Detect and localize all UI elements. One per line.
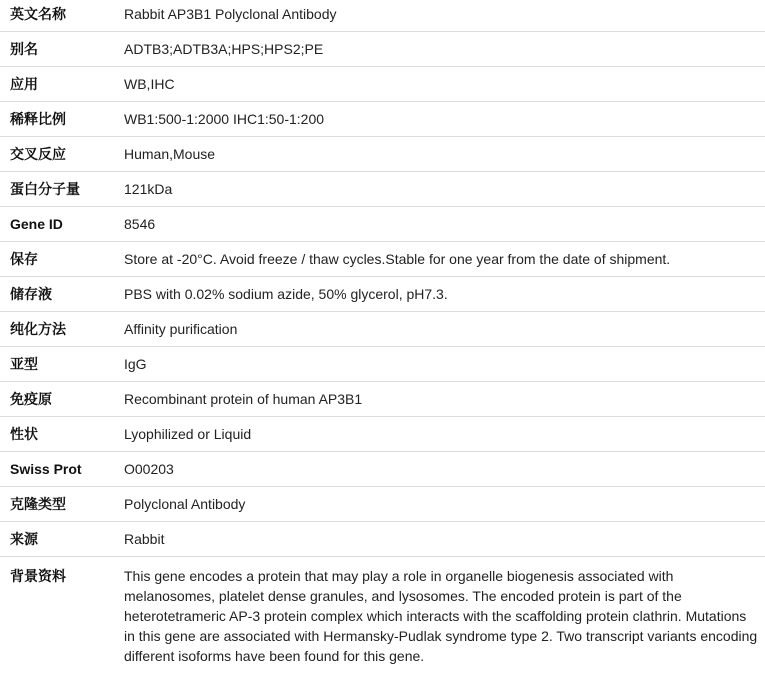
spec-row bbox=[0, 207, 765, 242]
spec-value: WB1:500-1:2000 IHC1:50-1:200 bbox=[124, 102, 765, 137]
spec-value: Affinity purification bbox=[124, 312, 765, 347]
spec-label: 稀释比例 bbox=[0, 102, 124, 137]
spec-label: 来源 bbox=[0, 522, 124, 557]
spec-value: IgG bbox=[124, 347, 765, 382]
spec-label: 保存 bbox=[0, 242, 124, 277]
background-label: 背景资料 bbox=[10, 568, 66, 584]
spec-label: 英文名称 bbox=[0, 0, 124, 32]
spec-row bbox=[0, 312, 765, 347]
spec-value: Polyclonal Antibody bbox=[124, 487, 765, 522]
spec-value: Recombinant protein of human AP3B1 bbox=[124, 382, 765, 417]
spec-label: 交叉反应 bbox=[0, 137, 124, 172]
spec-value: Human,Mouse bbox=[124, 137, 765, 172]
spec-row bbox=[0, 452, 765, 487]
spec-row bbox=[0, 137, 765, 172]
spec-row bbox=[0, 277, 765, 312]
spec-row bbox=[0, 32, 765, 67]
spec-row bbox=[0, 172, 765, 207]
spec-row bbox=[0, 487, 765, 522]
spec-value: 121kDa bbox=[124, 172, 765, 207]
spec-label: 蛋白分子量 bbox=[0, 172, 124, 207]
spec-row bbox=[0, 417, 765, 452]
spec-label: 别名 bbox=[0, 32, 124, 67]
spec-label: Swiss Prot bbox=[0, 452, 124, 487]
spec-value: O00203 bbox=[124, 452, 765, 487]
spec-row bbox=[0, 242, 765, 277]
spec-value: Rabbit bbox=[124, 522, 765, 557]
background-row bbox=[0, 557, 765, 667]
spec-label: 免疫原 bbox=[0, 382, 124, 417]
spec-row bbox=[0, 102, 765, 137]
spec-value: 8546 bbox=[124, 207, 765, 242]
spec-row bbox=[0, 382, 765, 417]
spec-label: Gene ID bbox=[0, 207, 124, 242]
background-text: This gene encodes a protein that may play a role in organelle biogenesis associated with melanosomes, platelet dense granules, and lysosomes. The encoded protein is part of the heterotetrameric AP-3 protein complex which interacts with the scaffolding protein clathrin. Mutations in this gene are associated with Hermansky-Pudlak syndrome type 2. Two transcript variants encoding different isoforms have been found for this gene. bbox=[124, 568, 758, 664]
spec-value: WB,IHC bbox=[124, 67, 765, 102]
spec-value: Store at -20°C. Avoid freeze / thaw cycles.Stable for one year from the date of shipment. bbox=[124, 242, 765, 277]
spec-label: 纯化方法 bbox=[0, 312, 124, 347]
spec-row bbox=[0, 67, 765, 102]
spec-value: Lyophilized or Liquid bbox=[124, 417, 765, 452]
spec-value: PBS with 0.02% sodium azide, 50% glycerol, pH7.3. bbox=[124, 277, 765, 312]
spec-value: Rabbit AP3B1 Polyclonal Antibody bbox=[124, 0, 765, 32]
spec-row bbox=[0, 347, 765, 382]
spec-label: 亚型 bbox=[0, 347, 124, 382]
spec-label: 性状 bbox=[0, 417, 124, 452]
spec-label: 克隆类型 bbox=[0, 487, 124, 522]
spec-row bbox=[0, 522, 765, 557]
spec-value: ADTB3;ADTB3A;HPS;HPS2;PE bbox=[124, 32, 765, 67]
spec-label: 储存液 bbox=[0, 277, 124, 312]
spec-label: 应用 bbox=[0, 67, 124, 102]
spec-row bbox=[0, 0, 765, 32]
